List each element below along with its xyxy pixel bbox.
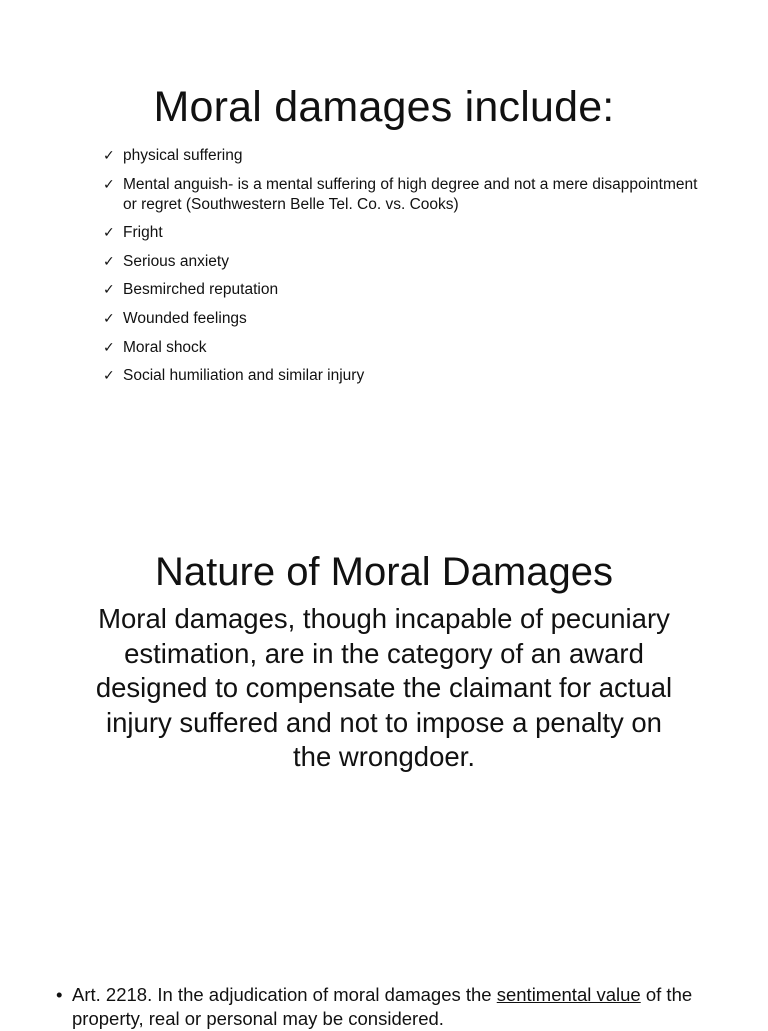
list-item-text: Moral shock bbox=[123, 338, 207, 356]
slide-title: Nature of Moral Damages bbox=[155, 550, 613, 594]
list-item bbox=[103, 146, 703, 166]
checkmark-icon: ✓ bbox=[103, 368, 115, 385]
underlined-term: sentimental value bbox=[496, 984, 641, 1005]
slide-nature-of-moral-damages bbox=[0, 520, 768, 820]
list-item-text: Serious anxiety bbox=[123, 252, 229, 270]
list-item bbox=[103, 280, 703, 300]
list-item bbox=[103, 309, 703, 329]
checkmark-icon: ✓ bbox=[103, 176, 115, 193]
list-item bbox=[103, 175, 703, 215]
slide-body-text: Moral damages, though incapable of pecuniary estimation, are in the category of an award designed to compensate the claimant for actual injury suffered and not to impose a penalty on the wrongdoer. bbox=[95, 603, 673, 772]
article-prefix: Art. 2218. In the adjudication of moral damages the bbox=[72, 984, 497, 1005]
list-item bbox=[103, 338, 703, 358]
list-item-text: Fright bbox=[123, 224, 163, 242]
article-suffix: of the property, real or personal may be considered. bbox=[72, 984, 693, 1029]
list-item bbox=[103, 366, 703, 386]
list-item bbox=[103, 252, 703, 272]
list-item-text: Wounded feelings bbox=[123, 309, 247, 327]
list-item-text: physical suffering bbox=[123, 147, 243, 164]
checklist bbox=[103, 146, 703, 395]
bullet-icon: • bbox=[56, 984, 63, 1005]
checkmark-icon: ✓ bbox=[103, 148, 115, 164]
list-item bbox=[103, 223, 703, 243]
slide-art-2218 bbox=[0, 960, 768, 1029]
checkmark-icon: ✓ bbox=[103, 310, 115, 327]
checkmark-icon: ✓ bbox=[103, 253, 115, 270]
list-item-text: Besmirched reputation bbox=[123, 281, 279, 299]
checkmark-icon: ✓ bbox=[103, 339, 115, 356]
list-item-text: Social humiliation and similar injury bbox=[123, 367, 365, 385]
checkmark-icon: ✓ bbox=[103, 225, 115, 242]
slide-title: Moral damages include: bbox=[153, 83, 615, 131]
list-item-text: Mental anguish- is a mental suffering of high degree and not a mere disappointment or regret (Southwestern Belle Tel. Co. vs. Cooks) bbox=[123, 175, 698, 213]
checkmark-icon: ✓ bbox=[103, 282, 115, 299]
slide-moral-damages-include bbox=[0, 0, 768, 420]
